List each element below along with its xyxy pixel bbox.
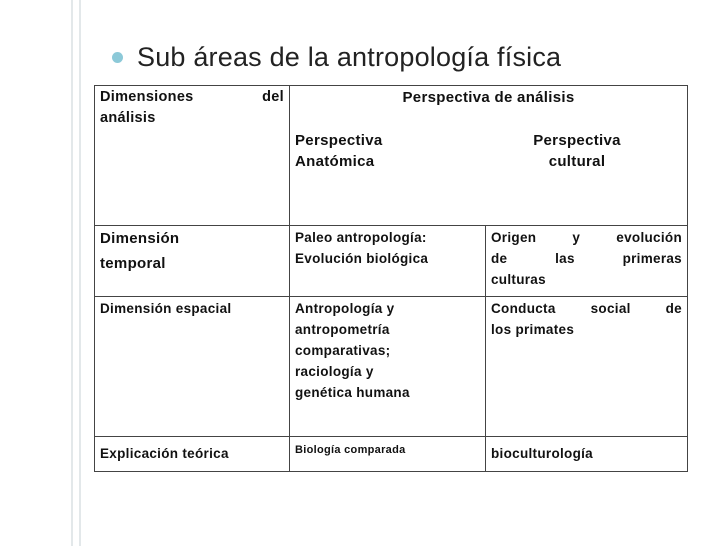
decorative-vertical-line-2 (79, 0, 81, 546)
cell-cultural-temporal-w1: Origen (491, 230, 537, 245)
cell-dimension-explicacion-text: Explicación teórica (100, 446, 229, 461)
header-anatomica (295, 130, 445, 172)
cell-cultural-temporal-w4: de (491, 251, 508, 266)
cell-anatomica-temporal-line1: Paleo antropología: (295, 230, 427, 245)
header-cultural (512, 130, 642, 172)
header-del-word: del (262, 89, 284, 105)
header-perspectiva-title: Perspectiva de análisis (402, 89, 575, 106)
cell-cultural-temporal-w6: primeras (622, 251, 682, 266)
cell-anatomica-temporal (290, 226, 486, 297)
cell-anatomica-espacial (290, 297, 486, 437)
cell-cultural-temporal-w2: y (572, 230, 581, 245)
bullet-icon (112, 52, 123, 63)
cell-cultural-espacial (486, 297, 688, 437)
cell-anatomica-espacial-line3: comparativas; (295, 343, 391, 358)
cell-dimension-temporal (95, 226, 290, 297)
header-dimensiones-cell (95, 86, 290, 226)
header-analisis-word: análisis (100, 110, 156, 126)
slide-title: Sub áreas de la antropología física (137, 42, 562, 72)
cell-anatomica-explicacion (290, 437, 486, 472)
cell-dimension-temporal-line2: temporal (100, 255, 166, 272)
cell-anatomica-explicacion-text: Biología comparada (295, 444, 406, 456)
cell-cultural-espacial-w3: de (665, 301, 682, 316)
cell-dimension-espacial (95, 297, 290, 437)
cell-anatomica-espacial-line5: genética humana (295, 385, 410, 400)
header-cultural-line1: Perspectiva (533, 132, 621, 149)
table-row-temporal (95, 226, 688, 297)
cell-anatomica-espacial-line1: Antropología y (295, 301, 395, 316)
cell-cultural-espacial-w1: Conducta (491, 301, 556, 316)
cell-cultural-explicacion-text: bioculturología (491, 446, 593, 461)
cell-cultural-explicacion (486, 437, 688, 472)
cell-anatomica-temporal-line2: Evolución biológica (295, 251, 429, 266)
table-row-explicacion (95, 437, 688, 472)
cell-cultural-temporal-line3: culturas (491, 272, 546, 287)
cell-cultural-temporal-w5: las (555, 251, 575, 266)
decorative-vertical-line-1 (71, 0, 73, 546)
cell-dimension-explicacion (95, 437, 290, 472)
header-cultural-line2: cultural (548, 153, 606, 170)
header-dimensiones-word: Dimensiones (100, 89, 194, 105)
header-anatomica-line2: Anatómica (295, 153, 375, 170)
cell-anatomica-espacial-line2: antropometría (295, 322, 390, 337)
cell-dimension-temporal-line1: Dimensión (100, 230, 180, 247)
cell-cultural-temporal (486, 226, 688, 297)
slide-heading-row (112, 42, 561, 73)
cell-cultural-espacial-line2: los primates (491, 322, 575, 337)
cell-cultural-temporal-w3: evolución (616, 230, 682, 245)
header-perspectiva-cell (290, 86, 688, 226)
cell-dimension-espacial-text: Dimensión espacial (100, 301, 232, 316)
table-header-row (95, 86, 688, 226)
header-anatomica-line1: Perspectiva (295, 132, 383, 149)
table-row-espacial (95, 297, 688, 437)
anthropology-table (94, 85, 688, 472)
cell-cultural-espacial-w2: social (590, 301, 631, 316)
cell-anatomica-espacial-line4: raciología y (295, 364, 374, 379)
